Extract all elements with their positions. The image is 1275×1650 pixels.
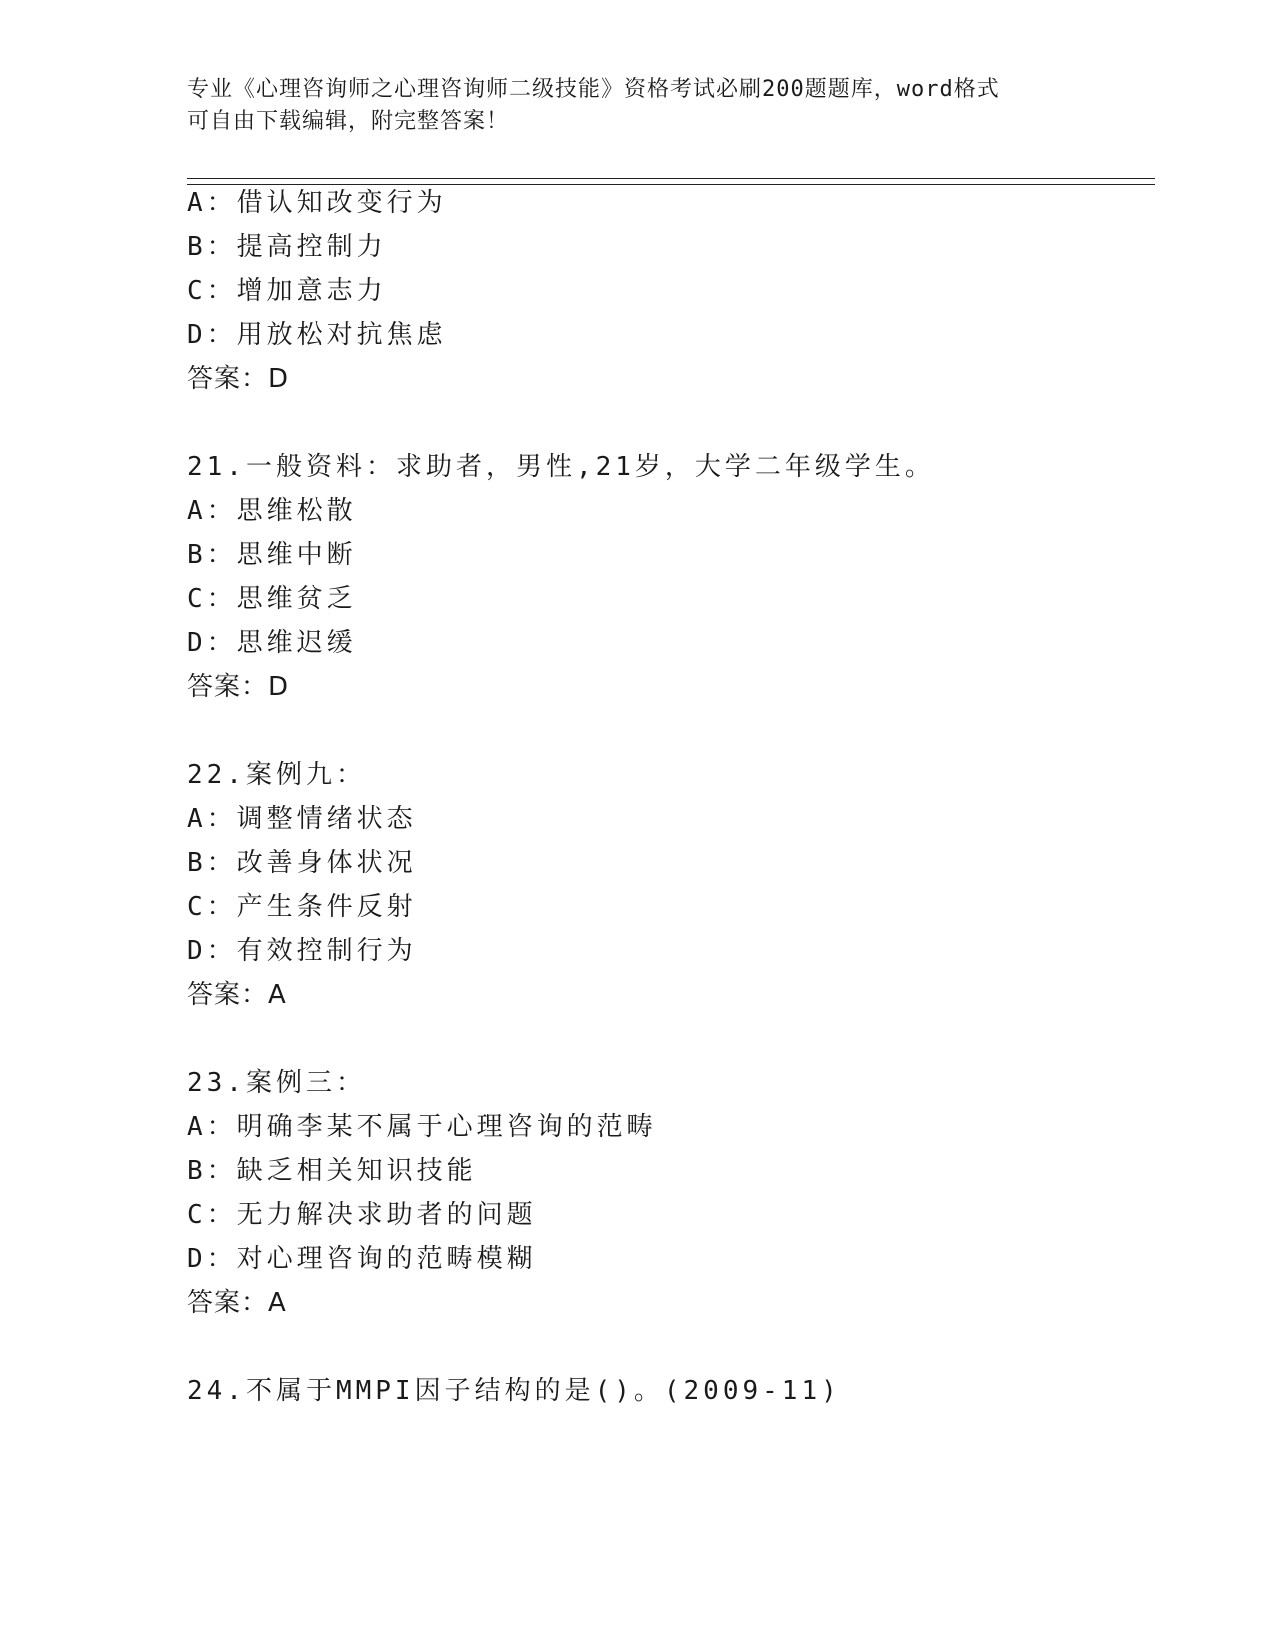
option-c: C：无力解决求助者的问题 <box>187 1200 537 1230</box>
option-d: D：用放松对抗焦虑 <box>187 320 447 350</box>
header-line-1: 专业《心理咨询师之心理咨询师二级技能》资格考试必刷200题题库，word格式 <box>187 77 1000 102</box>
header-divider-top <box>187 178 1155 179</box>
option-d: D：对心理咨询的范畴模糊 <box>187 1244 537 1274</box>
option-c: C：产生条件反射 <box>187 892 417 922</box>
header-divider-bottom <box>187 184 1155 185</box>
question-23: 23.案例三： <box>187 1068 366 1098</box>
option-b: B：提高控制力 <box>187 232 387 262</box>
option-c: C：增加意志力 <box>187 276 387 306</box>
option-d: D：思维迟缓 <box>187 628 357 658</box>
option-c: C：思维贫乏 <box>187 584 357 614</box>
option-a: A：调整情绪状态 <box>187 804 417 834</box>
answer-line: 答案：D <box>187 672 290 702</box>
option-a: A：明确李某不属于心理咨询的范畴 <box>187 1112 657 1142</box>
question-22: 22.案例九： <box>187 760 366 790</box>
option-b: B：缺乏相关知识技能 <box>187 1156 477 1186</box>
header-line-2: 可自由下载编辑，附完整答案！ <box>187 109 510 134</box>
answer-line: 答案：A <box>187 1288 287 1318</box>
option-b: B：思维中断 <box>187 540 357 570</box>
question-24: 24.不属于MMPI因子结构的是()。(2009-11) <box>187 1376 841 1406</box>
option-a: A：借认知改变行为 <box>187 188 447 218</box>
question-21: 21.一般资料：求助者，男性,21岁，大学二年级学生。 <box>187 452 935 482</box>
option-d: D：有效控制行为 <box>187 936 417 966</box>
document-header <box>187 74 1087 138</box>
option-b: B：改善身体状况 <box>187 848 417 878</box>
option-a: A：思维松散 <box>187 496 357 526</box>
answer-line: 答案：A <box>187 980 287 1010</box>
answer-line: 答案：D <box>187 364 290 394</box>
